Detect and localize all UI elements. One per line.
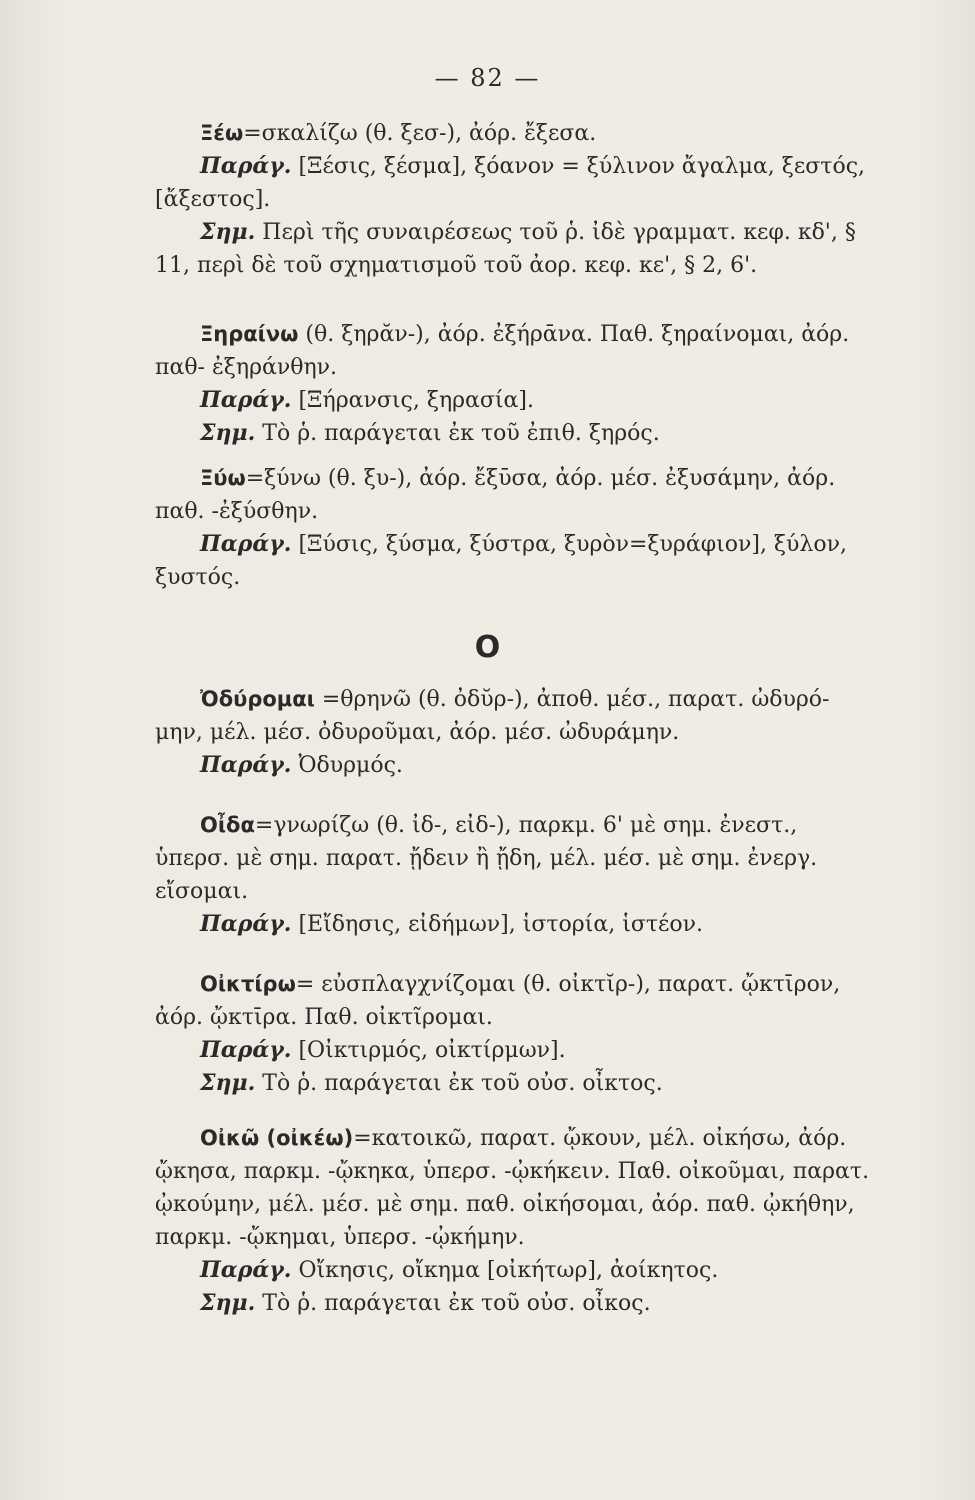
entry-line: [ἄξεστος]. xyxy=(155,187,271,212)
entry-line: παθ- ἐξηράνθην. xyxy=(155,355,338,380)
headword: Ὀδύρομαι xyxy=(200,687,315,711)
entry-line: Σημ. Τὸ ῥ. παράγεται ἐκ τοῦ οὐσ. οἶκος. xyxy=(200,1290,651,1316)
entry-line: Παράγ. [Ξέσις, ξέσμα], ξόανον = ξύλινον ἄγαλμα, ξεστός, xyxy=(200,153,866,179)
page-number: — 82 — xyxy=(434,64,541,92)
entry-line: Οἰκτίρω= εὐσπλαγχνίζομαι (θ. οἰκτῐρ-), παρατ. ᾤκτῑρον, xyxy=(200,972,841,997)
entry-line: ξυστός. xyxy=(155,565,241,590)
label-simeiosi: Σημ. xyxy=(200,1070,256,1096)
entry-line: 11, περὶ δὲ τοῦ σχηματισμοῦ τοῦ ἀορ. κεφ. κε', § 2, 6'. xyxy=(155,253,758,278)
headword: Οἰκῶ (οἰκέω) xyxy=(200,1126,354,1150)
dictionary-entry xyxy=(155,968,895,1100)
section-letter: Ο xyxy=(474,630,501,665)
label-simeiosi: Σημ. xyxy=(200,219,256,245)
entry-line: Σημ. Τὸ ῥ. παράγεται ἐκ τοῦ ἐπιθ. ξηρός. xyxy=(200,420,660,446)
entry-line: ὑπερσ. μὲ σημ. παρατ. ᾔδειν ἢ ᾔδη, μέλ. μέσ. μὲ σημ. ἐνεργ. xyxy=(155,846,818,871)
headword: Οἶδα xyxy=(200,813,255,837)
dictionary-entry xyxy=(155,809,895,941)
headword: Ξέω xyxy=(200,121,244,145)
entry-line: ᾠκούμην, μέλ. μέσ. μὲ σημ. παθ. οἰκήσομαι, ἀόρ. παθ. ᾠκήθην, xyxy=(155,1192,855,1217)
label-paragogа: Παράγ. xyxy=(200,387,292,413)
label-paragogа: Παράγ. xyxy=(200,1257,292,1283)
entry-line: παθ. -ἐξύσθην. xyxy=(155,499,319,524)
entry-line: Παράγ. [Ξήρανσις, ξηρασία]. xyxy=(200,387,534,413)
dictionary-entry xyxy=(155,117,895,282)
entry-line: Οἶδα=γνωρίζω (θ. ἰδ-, εἰδ-), παρκμ. 6' μὲ σημ. ἐνεστ., xyxy=(200,813,798,838)
entry-line: Παράγ. Οἴκησις, οἴκημα [οἰκήτωρ], ἀοίκητος. xyxy=(200,1257,719,1283)
label-paragogа: Παράγ. xyxy=(200,752,292,778)
dictionary-entry xyxy=(155,1122,895,1320)
entry-line: μην, μέλ. μέσ. ὀδυροῦμαι, ἀόρ. μέσ. ὠδυράμην. xyxy=(155,720,680,745)
label-simeiosi: Σημ. xyxy=(200,420,256,446)
dictionary-entry xyxy=(155,683,895,782)
headword: Ξηραίνω xyxy=(200,322,299,346)
label-paragogа: Παράγ. xyxy=(200,911,292,937)
label-paragogа: Παράγ. xyxy=(200,153,292,179)
dictionary-entry xyxy=(155,318,895,450)
entry-line: Οἰκῶ (οἰκέω)=κατοικῶ, παρατ. ᾤκουν, μέλ. οἰκήσω, ἀόρ. xyxy=(200,1126,847,1151)
entry-line: εἴσομαι. xyxy=(155,879,249,904)
entry-line: Ξέω=σκαλίζω (θ. ξεσ-), ἀόρ. ἔξεσα. xyxy=(200,121,597,146)
entry-line: Ξηραίνω (θ. ξηρᾰν-), ἀόρ. ἐξήρᾱνα. Παθ. ξηραίνομαι, ἀόρ. xyxy=(200,322,850,347)
dictionary-entry xyxy=(155,462,895,594)
headword: Οἰκτίρω xyxy=(200,972,296,996)
entry-line: Παράγ. [Εἴδησις, εἰδήμων], ἱστορία, ἱστέον. xyxy=(200,911,704,937)
entry-line: Σημ. Περὶ τῆς συναιρέσεως τοῦ ῥ. ἰδὲ γραμματ. κεφ. κδ', § xyxy=(200,219,856,245)
entry-line: Παράγ. [Ξύσις, ξύσμα, ξύστρα, ξυρὸν=ξυράφιον], ξύλον, xyxy=(200,531,847,557)
entry-line: ἀόρ. ᾤκτῑρα. Παθ. οἰκτῖρομαι. xyxy=(155,1005,493,1030)
entry-line: Ὀδύρομαι =θρηνῶ (θ. ὀδῠρ-), ἀποθ. μέσ., παρατ. ὠδυρό- xyxy=(200,687,830,712)
label-paragogа: Παράγ. xyxy=(200,1037,292,1063)
entry-line: Παράγ. [Οἰκτιρμός, οἰκτίρμων]. xyxy=(200,1037,566,1063)
entry-line: ᾤκησα, παρκμ. -ᾤκηκα, ὑπερσ. -ᾠκήκειν. Παθ. οἰκοῦμαι, παρατ. xyxy=(155,1159,870,1184)
label-paragogа: Παράγ. xyxy=(200,531,292,557)
headword: Ξύω xyxy=(200,466,246,490)
label-simeiosi: Σημ. xyxy=(200,1290,256,1316)
entry-line: παρκμ. -ᾤκημαι, ὑπερσ. -ᾠκήμην. xyxy=(155,1225,525,1250)
entry-line: Ξύω=ξύνω (θ. ξυ-), ἀόρ. ἔξῡσα, ἀόρ. μέσ. ἐξυσάμην, ἀόρ. xyxy=(200,466,836,491)
entry-line: Παράγ. Ὀδυρμός. xyxy=(200,752,403,778)
entry-line: Σημ. Τὸ ῥ. παράγεται ἐκ τοῦ οὐσ. οἶκτος. xyxy=(200,1070,663,1096)
